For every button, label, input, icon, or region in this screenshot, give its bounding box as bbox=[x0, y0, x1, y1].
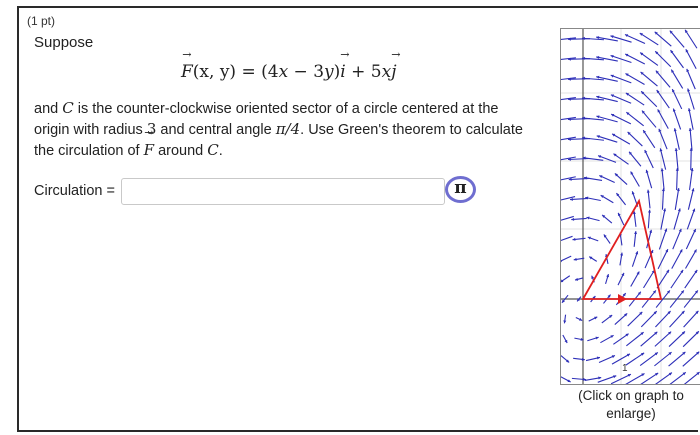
field-arrow bbox=[670, 311, 685, 327]
field-arrow bbox=[685, 270, 697, 288]
field-arrow bbox=[582, 38, 604, 39]
field-arrow bbox=[626, 332, 643, 346]
field-arrow bbox=[672, 89, 681, 109]
problem-statement bbox=[34, 98, 523, 161]
field-arrow bbox=[626, 93, 644, 105]
caption-line: (Click on graph to bbox=[578, 388, 684, 403]
field-arrow bbox=[690, 168, 693, 190]
unit-vector-j: → j bbox=[391, 62, 396, 82]
curve-C: C bbox=[207, 141, 219, 159]
points-label: (1 pt) bbox=[27, 14, 56, 28]
formula-minus: − 3 bbox=[288, 62, 325, 82]
curve-C: C bbox=[62, 99, 74, 117]
field-arrow bbox=[688, 188, 693, 209]
field-arrow bbox=[597, 136, 618, 142]
vector-field-graph[interactable] bbox=[560, 28, 700, 385]
axis-tick-label: 1 bbox=[622, 363, 628, 374]
field-arrow bbox=[628, 312, 643, 326]
field-arrow bbox=[561, 256, 571, 262]
field-arrow bbox=[686, 49, 696, 68]
field-arrow bbox=[683, 352, 699, 367]
field-arrow bbox=[676, 148, 678, 170]
field-arrow bbox=[642, 111, 656, 128]
statement-text: the circulation of bbox=[34, 143, 144, 159]
field-arrow bbox=[682, 372, 699, 385]
field-arrow bbox=[683, 331, 699, 346]
field-arrow bbox=[662, 188, 663, 209]
field-arrowhead bbox=[570, 198, 573, 201]
graph-caption[interactable] bbox=[561, 387, 700, 423]
field-arrow bbox=[655, 51, 671, 67]
field-arrowhead bbox=[634, 231, 637, 234]
field-arrow bbox=[640, 33, 659, 45]
formula-x2: x bbox=[381, 62, 392, 82]
field-arrow bbox=[671, 70, 682, 89]
field-arrow bbox=[690, 128, 692, 150]
statement-text: around bbox=[154, 143, 208, 159]
statement-text: . Use Green's theorem to calculate bbox=[300, 122, 523, 138]
field-arrow bbox=[598, 376, 616, 383]
field-arrow bbox=[670, 31, 684, 48]
formula-x: x bbox=[278, 62, 289, 82]
pi-icon: π bbox=[454, 178, 467, 198]
vector-F: → F bbox=[181, 62, 193, 82]
field-arrow bbox=[641, 311, 656, 327]
field-arrow bbox=[645, 150, 654, 168]
field-arrow bbox=[658, 249, 668, 269]
vector-field-plot bbox=[561, 29, 700, 385]
field-arrowhead bbox=[689, 128, 692, 131]
field-arrow bbox=[673, 109, 680, 130]
field-arrow bbox=[669, 331, 685, 346]
field-arrow bbox=[596, 96, 617, 101]
field-arrow bbox=[625, 54, 645, 64]
field-arrow bbox=[662, 168, 664, 189]
statement-text: and central angle bbox=[156, 122, 276, 138]
angle-value: π/4 bbox=[275, 120, 301, 138]
caption-line: enlarge) bbox=[606, 406, 656, 421]
field-arrow bbox=[625, 74, 644, 85]
circulation-answer-input[interactable] bbox=[121, 178, 445, 205]
statement-text: and bbox=[34, 101, 63, 117]
field-arrowhead bbox=[675, 148, 678, 151]
field-arrow bbox=[684, 311, 699, 327]
field-arrow bbox=[641, 332, 658, 346]
unit-vector-i: → i bbox=[340, 62, 345, 82]
formula-equals: = (4 bbox=[236, 62, 279, 82]
field-arrow bbox=[675, 188, 679, 210]
field-arrow bbox=[686, 229, 695, 249]
field-arrow bbox=[674, 208, 680, 229]
field-arrowhead bbox=[647, 190, 650, 193]
field-arrow bbox=[561, 216, 574, 221]
field-arrow bbox=[644, 270, 655, 288]
vector-arrows bbox=[561, 30, 700, 385]
field-arrow bbox=[687, 209, 694, 230]
field-arrow bbox=[643, 130, 655, 148]
field-arrow bbox=[625, 34, 645, 43]
radius-value: 3 bbox=[146, 120, 157, 138]
field-arrow bbox=[646, 170, 651, 188]
formula-args: (x, y) bbox=[192, 62, 237, 82]
field-arrow bbox=[659, 229, 666, 250]
field-arrow bbox=[675, 128, 680, 149]
field-arrowhead bbox=[648, 210, 651, 213]
field-arrow bbox=[626, 112, 643, 126]
formula-plus: + 5 bbox=[345, 62, 382, 82]
formula-close: ) bbox=[333, 62, 341, 82]
orientation-arrow-icon bbox=[618, 294, 627, 304]
field-arrow bbox=[677, 168, 678, 190]
vector-field-formula bbox=[181, 62, 396, 82]
field-arrow bbox=[685, 30, 697, 48]
field-arrow bbox=[671, 50, 684, 68]
statement-text: . bbox=[218, 143, 223, 159]
statement-text: is the counter-clockwise oriented sector of a circle centered at the bbox=[73, 101, 499, 117]
pi-equation-editor-button[interactable] bbox=[445, 176, 476, 203]
statement-text: origin with radius bbox=[34, 122, 147, 138]
field-arrow bbox=[688, 88, 695, 109]
field-arrow bbox=[672, 249, 683, 268]
field-arrow bbox=[596, 116, 617, 122]
field-arrow bbox=[655, 332, 671, 347]
field-arrow bbox=[561, 236, 573, 241]
circulation-label: Circulation = bbox=[34, 183, 115, 199]
field-arrow bbox=[629, 152, 641, 167]
suppose-text: Suppose bbox=[34, 34, 94, 51]
field-arrow bbox=[673, 229, 681, 249]
field-arrow bbox=[669, 352, 686, 366]
field-arrow bbox=[656, 71, 670, 88]
field-arrow bbox=[689, 108, 693, 130]
formula-y: y bbox=[324, 62, 334, 82]
field-arrow bbox=[659, 129, 667, 149]
field-arrowhead bbox=[571, 218, 574, 221]
vector-F: → F bbox=[144, 140, 154, 160]
field-arrow bbox=[661, 208, 665, 229]
field-arrowhead bbox=[572, 238, 575, 241]
field-arrow bbox=[685, 249, 696, 268]
field-arrow bbox=[658, 109, 669, 128]
field-arrow bbox=[671, 270, 683, 288]
field-arrow bbox=[655, 311, 670, 327]
field-arrow bbox=[687, 69, 696, 89]
